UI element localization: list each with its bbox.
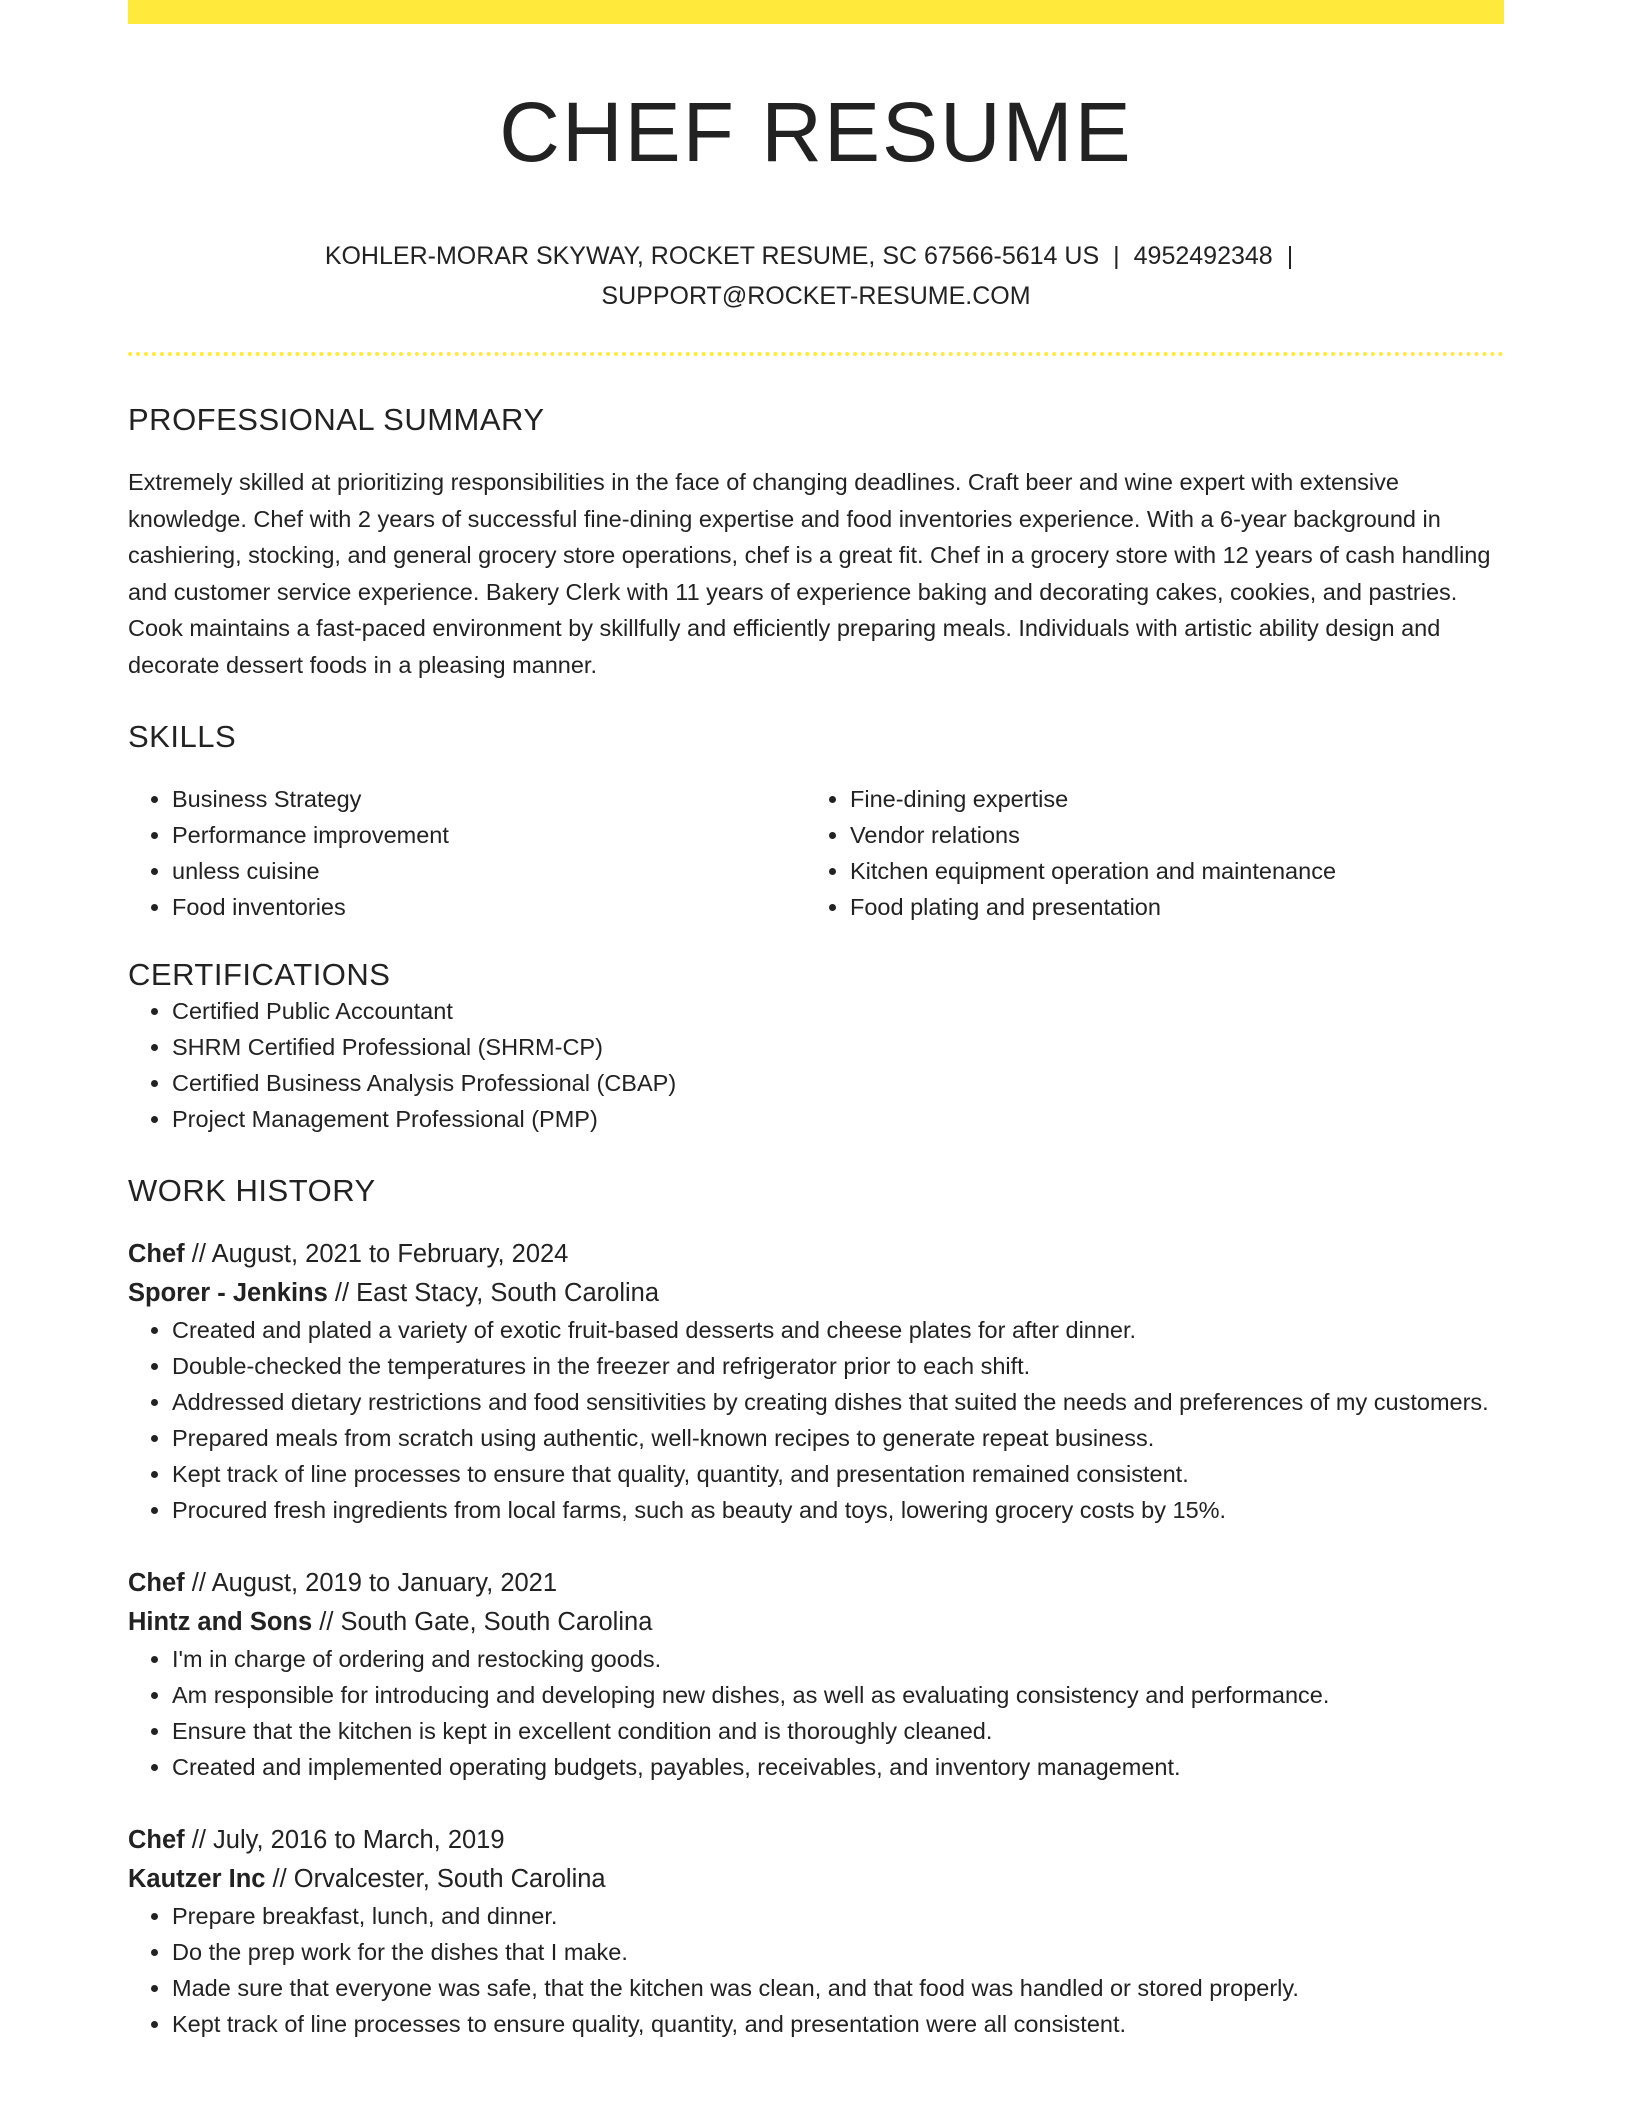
job-bullet: • Created and plated a variety of exotic fruit-based desserts and cheese plates for after dinner. xyxy=(172,1312,1504,1348)
skill-item: • Performance improvement xyxy=(172,817,806,853)
job-entry xyxy=(128,1235,1504,1528)
job-role: Chef xyxy=(128,1240,185,1269)
job-company-line xyxy=(128,1603,1504,1642)
job-entry xyxy=(128,1821,1504,2042)
contact-info xyxy=(316,236,1316,316)
job-company: Sporer - Jenkins xyxy=(128,1278,328,1307)
skills-column-left xyxy=(128,781,806,925)
summary-text: Extremely skilled at prioritizing responsibilities in the face of changing deadlines. Craft beer and wine expert with extensive knowledge. Chef with 2 years of successful fine-dining expertise and food inventories experience. With a 6-year background in cashiering, stocking, and general grocery store operations, chef is a great fit. Chef in a grocery store with 12 years of cash handling and customer service experience. Bakery Clerk with 11 years of experience baking and decorating cakes, cookies, and pastries. Cook maintains a fast-paced environment by skillfully and efficiently preparing meals. Individuals with artistic ability design and decorate dessert foods in a pleasing manner. xyxy=(128,469,1491,678)
resume-page xyxy=(128,0,1504,2042)
certification-item: • Certified Business Analysis Professional (CBAP) xyxy=(172,1065,1504,1101)
job-company: Hintz and Sons xyxy=(128,1607,313,1636)
job-role: Chef xyxy=(128,1569,185,1598)
job-bullet: • Double-checked the temperatures in the freezer and refrigerator prior to each shift. xyxy=(172,1348,1504,1384)
job-bullets xyxy=(128,1312,1504,1528)
top-accent-bar xyxy=(128,0,1504,24)
job-bullets xyxy=(128,1641,1504,1785)
job-role: Chef xyxy=(128,1826,185,1855)
job-role-line xyxy=(128,1821,1504,1860)
job-company: Kautzer Inc xyxy=(128,1864,266,1893)
job-bullet: • Kept track of line processes to ensure quality, quantity, and presentation were all consistent. xyxy=(172,2006,1504,2042)
job-bullet: • Created and implemented operating budgets, payables, receivables, and inventory management. xyxy=(172,1749,1504,1785)
job-location: // East Stacy, South Carolina xyxy=(327,1278,660,1307)
job-location: // Orvalcester, South Carolina xyxy=(265,1864,606,1893)
job-company-line xyxy=(128,1274,1504,1313)
job-bullet: • Kept track of line processes to ensure that quality, quantity, and presentation remained consistent. xyxy=(172,1456,1504,1492)
skill-item: • Business Strategy xyxy=(172,781,806,817)
job-bullet: • Made sure that everyone was safe, that the kitchen was clean, and that food was handled or stored properly. xyxy=(172,1970,1504,2006)
skill-item: • Fine-dining expertise xyxy=(850,781,1484,817)
skill-item: • Kitchen equipment operation and maintenance xyxy=(850,853,1484,889)
job-bullets xyxy=(128,1898,1504,2042)
skill-item: • Vendor relations xyxy=(850,817,1484,853)
header-divider xyxy=(128,352,1504,356)
skills-column-right xyxy=(806,781,1484,925)
contact-separator: | xyxy=(1286,242,1294,271)
job-role-line xyxy=(128,1564,1504,1603)
certification-item: • SHRM Certified Professional (SHRM-CP) xyxy=(172,1029,1504,1065)
skills-grid xyxy=(128,781,1504,925)
skill-item: • Food inventories xyxy=(172,889,806,925)
certification-item: • Certified Public Accountant xyxy=(172,993,1504,1029)
contact-address: KOHLER-MORAR SKYWAY, ROCKET RESUME, SC 67566-5614 US xyxy=(324,242,1100,271)
contact-email: SUPPORT@ROCKET-RESUME.COM xyxy=(601,282,1031,311)
job-company-line xyxy=(128,1860,1504,1899)
job-location: // South Gate, South Carolina xyxy=(312,1607,653,1636)
job-dates: // August, 2021 to February, 2024 xyxy=(184,1240,569,1269)
contact-phone: 4952492348 xyxy=(1133,242,1273,271)
skill-item: • Food plating and presentation xyxy=(850,889,1484,925)
skill-item: • unless cuisine xyxy=(172,853,806,889)
work-history-heading: WORK HISTORY xyxy=(128,1173,376,1209)
job-dates: // July, 2016 to March, 2019 xyxy=(184,1826,505,1855)
certification-item: • Project Management Professional (PMP) xyxy=(172,1101,1504,1137)
job-dates: // August, 2019 to January, 2021 xyxy=(184,1569,558,1598)
resume-title: CHEF RESUME xyxy=(499,85,1133,179)
job-bullet: • Prepared meals from scratch using authentic, well-known recipes to generate repeat business. xyxy=(172,1420,1504,1456)
job-entry xyxy=(128,1564,1504,1785)
job-bullet: • I'm in charge of ordering and restocking goods. xyxy=(172,1641,1504,1677)
job-bullet: • Am responsible for introducing and developing new dishes, as well as evaluating consistency and performance. xyxy=(172,1677,1504,1713)
job-bullet: • Addressed dietary restrictions and food sensitivities by creating dishes that suited the needs and preferences of my customers. xyxy=(172,1384,1504,1420)
job-role-line xyxy=(128,1235,1504,1274)
summary-heading: PROFESSIONAL SUMMARY xyxy=(128,402,545,438)
job-bullet: • Do the prep work for the dishes that I make. xyxy=(172,1934,1504,1970)
skills-heading: SKILLS xyxy=(128,719,237,755)
certifications-list xyxy=(128,993,1504,1137)
job-bullet: • Ensure that the kitchen is kept in excellent condition and is thoroughly cleaned. xyxy=(172,1713,1504,1749)
certifications-heading: CERTIFICATIONS xyxy=(128,957,391,993)
job-bullet: • Procured fresh ingredients from local farms, such as beauty and toys, lowering grocery costs by 15%. xyxy=(172,1492,1504,1528)
contact-separator: | xyxy=(1113,242,1120,271)
job-bullet: • Prepare breakfast, lunch, and dinner. xyxy=(172,1898,1504,1934)
